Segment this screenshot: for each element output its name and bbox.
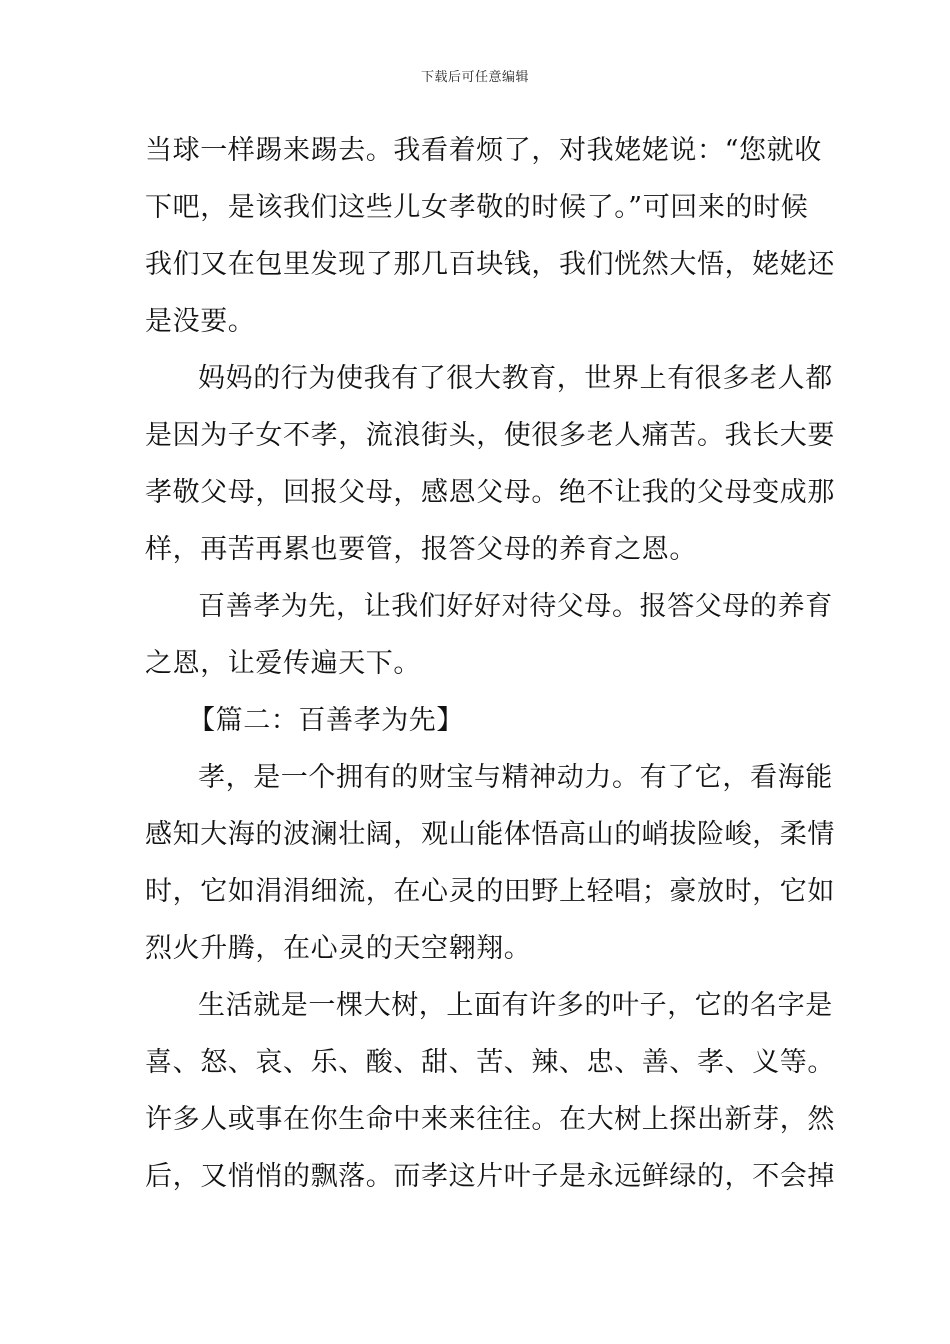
paragraph-start-line: 百善孝为先，让我们好好对待父母。报答父母的养育: [198, 591, 833, 622]
paragraph-start-line: 孝，是一个拥有的财宝与精神动力。有了它，看海能: [198, 762, 833, 793]
text-line: 是没要。: [145, 306, 256, 337]
text-line: 烈火升腾，在心灵的天空翱翔。: [145, 933, 532, 964]
text-line: 喜、怒、哀、乐、酸、甜、苦、辣、忠、善、孝、义等。: [145, 1047, 835, 1078]
text-line: 孝敬父母，回报父母，感恩父母。绝不让我的父母变成那: [145, 477, 835, 508]
text-line: 下吧，是该我们这些儿女孝敬的时候了。”可回来的时候: [145, 192, 809, 223]
paragraph-start-line: 妈妈的行为使我有了很大教育，世界上有很多老人都: [198, 363, 833, 394]
text-line: 时，它如涓涓细流，在心灵的田野上轻唱；豪放时，它如: [145, 876, 835, 907]
text-line: 我们又在包里发现了那几百块钱，我们恍然大悟，姥姥还: [145, 249, 835, 280]
section-heading: 【篇二：百善孝为先】: [188, 705, 464, 736]
text-line: 后，又悄悄的飘落。而孝这片叶子是永远鲜绿的，不会掉: [145, 1161, 835, 1192]
text-line: 当球一样踢来踢去。我看着烦了，对我姥姥说：“您就收: [145, 135, 822, 166]
text-line: 感知大海的波澜壮阔，观山能体悟高山的峭拔险峻，柔情: [145, 819, 835, 850]
paragraph-start-line: 生活就是一棵大树，上面有许多的叶子，它的名字是: [198, 990, 833, 1021]
text-line: 之恩，让爱传遍天下。: [145, 648, 421, 679]
text-line: 是因为子女不孝，流浪街头，使很多老人痛苦。我长大要: [145, 420, 835, 451]
text-line: 许多人或事在你生命中来来往往。在大树上探出新芽，然: [145, 1104, 835, 1135]
text-line: 样，再苦再累也要管，报答父母的养育之恩。: [145, 534, 697, 565]
page-header: 下载后可任意编辑: [420, 70, 529, 85]
